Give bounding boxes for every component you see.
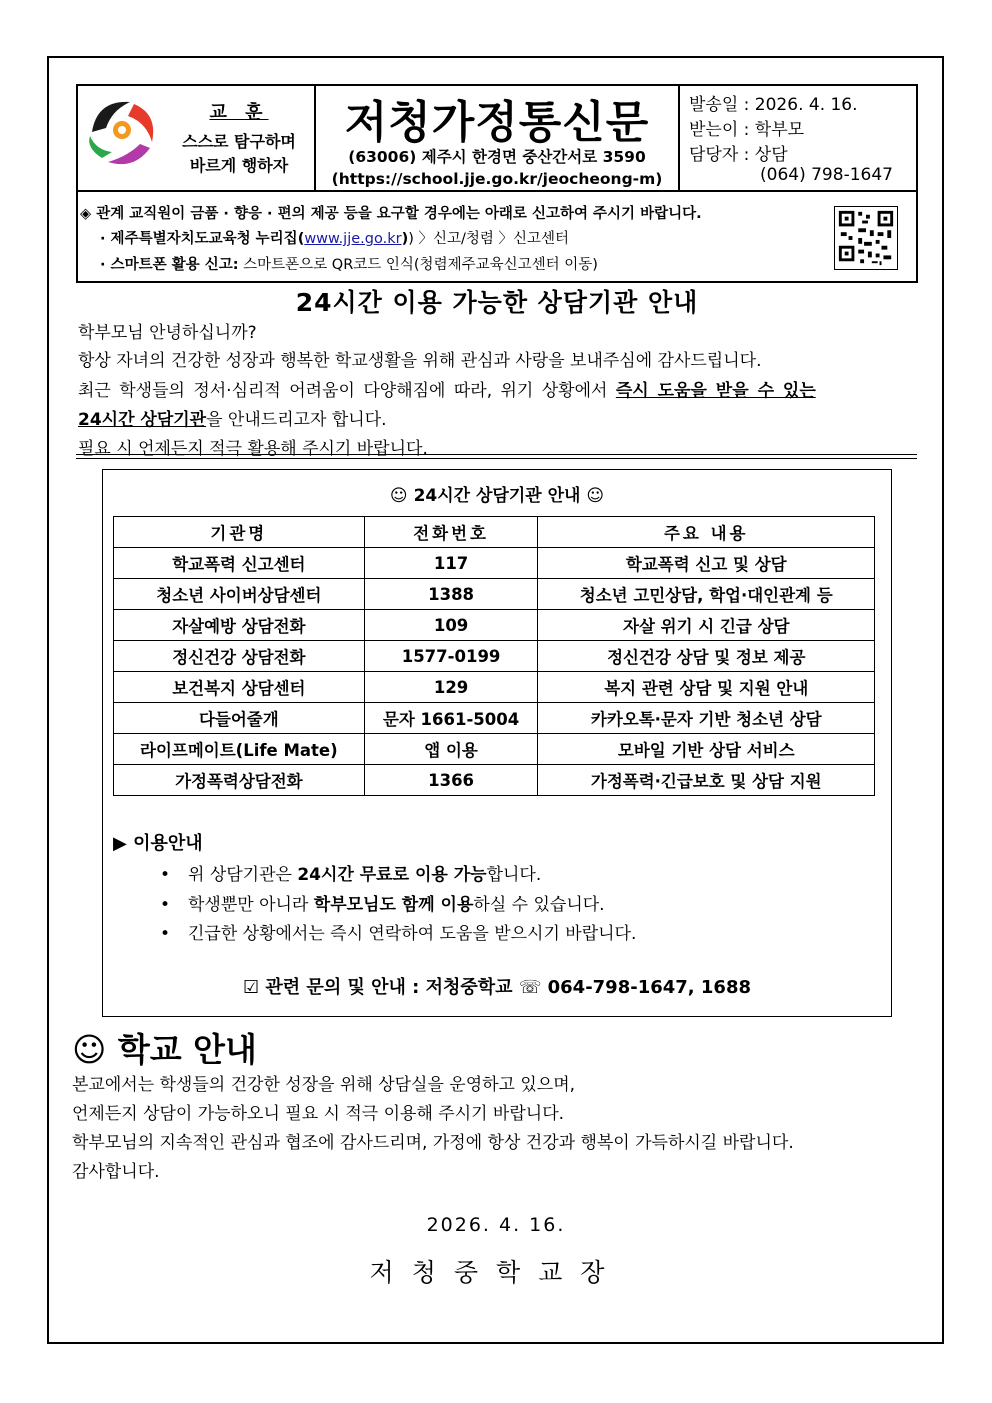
section-divider xyxy=(76,454,917,459)
intro-paragraph: 필요 시 언제든지 적극 활용해 주시기 바랍니다. xyxy=(78,439,428,459)
box-title: ☺ 24시간 상담기관 안내 ☺ xyxy=(389,486,605,506)
center-service: 자살 위기 시 긴급 상담 xyxy=(538,610,875,641)
center-name: 자살예방 상담전화 xyxy=(114,610,365,641)
qr-code-icon[interactable] xyxy=(834,206,898,270)
person-in-charge: 담당자 : 상담 xyxy=(689,145,788,165)
principal-signature: 저청중학교장 xyxy=(369,1258,623,1287)
school-url[interactable]: (https://school.jje.go.kr/jeocheong-m) xyxy=(331,170,663,188)
center-name: 학교폭력 신고센터 xyxy=(114,548,365,579)
emphasis-text: 즉시 도움을 받을 수 있는 xyxy=(615,381,816,401)
motto-title: 교 훈 xyxy=(209,102,269,123)
report-label-close: ) xyxy=(401,231,409,247)
column-header: 주요 내용 xyxy=(538,517,875,548)
report-label: · 스마트폰 활용 신고: xyxy=(100,257,239,273)
send-date: 발송일 : 2026. 4. 16. xyxy=(689,95,858,115)
center-phone: 1366 xyxy=(364,765,538,796)
center-name: 다들어줄개 xyxy=(114,703,365,734)
usage-item xyxy=(160,890,605,915)
table-row xyxy=(114,703,875,734)
emphasis-text: 24시간 상담기관 xyxy=(78,410,207,430)
table-row xyxy=(114,641,875,672)
center-name: 가정폭력상담전화 xyxy=(114,765,365,796)
column-header: 기관명 xyxy=(114,517,365,548)
center-service: 복지 관련 상담 및 지원 안내 xyxy=(538,672,875,703)
header-divider xyxy=(678,84,680,191)
motto-line: 바르게 행하자 xyxy=(189,156,289,175)
table-row xyxy=(114,579,875,610)
center-name: 정신건강 상담전화 xyxy=(114,641,365,672)
center-phone: 117 xyxy=(364,548,538,579)
center-service: 정신건강 상담 및 정보 제공 xyxy=(538,641,875,672)
center-service: 모바일 기반 상담 서비스 xyxy=(538,734,875,765)
center-service: 가정폭력·긴급보호 및 상담 지원 xyxy=(538,765,875,796)
document-title: 24시간 이용 가능한 상담기관 안내 xyxy=(295,288,699,317)
bullet: • xyxy=(160,895,171,915)
center-phone: 1577-0199 xyxy=(364,641,538,672)
usage-text: 학생뿐만 아니라 xyxy=(188,895,314,915)
school-paragraph: 학부모님의 지속적인 관심과 협조에 감사드리며, 가정에 항상 건강과 행복이 가득하시길 바랍니다. xyxy=(72,1133,794,1153)
greeting: 학부모님 안녕하십니까? xyxy=(78,323,257,343)
school-address xyxy=(316,146,678,190)
center-phone: 109 xyxy=(364,610,538,641)
table-row xyxy=(114,734,875,765)
center-name: 청소년 사이버상담센터 xyxy=(114,579,365,610)
counseling-centers-table xyxy=(113,516,875,796)
center-name: 라이프메이트(Life Mate) xyxy=(114,734,365,765)
contact-phone: (064) 798-1647 xyxy=(760,165,893,185)
table-row xyxy=(114,610,875,641)
report-description: 스마트폰으로 QR코드 인식(청렴제주교육신고센터 이동) xyxy=(238,257,598,273)
motto-text xyxy=(172,130,306,178)
bullet: • xyxy=(160,924,171,944)
column-header: 전화번호 xyxy=(364,517,538,548)
issue-date: 2026. 4. 16. xyxy=(426,1214,566,1236)
table-header-row xyxy=(114,517,875,548)
usage-text: 긴급한 상황에서는 즉시 연락하여 도움을 받으시기 바랍니다. xyxy=(188,924,637,944)
table-row xyxy=(114,548,875,579)
report-label: · 제주특별자치도교육청 누리집( xyxy=(100,231,305,247)
school-section-heading: ☺ 학교 안내 xyxy=(72,1030,257,1069)
school-paragraph: 감사합니다. xyxy=(72,1162,160,1182)
recipient: 받는이 : 학부모 xyxy=(689,120,805,140)
school-logo-icon xyxy=(82,92,162,172)
usage-text: 위 상담기관은 xyxy=(188,865,298,885)
table-row xyxy=(114,765,875,796)
usage-item xyxy=(160,860,541,885)
report-path: ) 〉신고/청렴 〉신고센터 xyxy=(408,231,570,247)
usage-emphasis: 학부모님도 함께 이용 xyxy=(313,895,474,915)
usage-item xyxy=(160,919,636,944)
report-line-web xyxy=(100,227,569,248)
usage-text: 하실 수 있습니다. xyxy=(473,895,605,915)
center-service: 청소년 고민상담, 학업·대인관계 등 xyxy=(538,579,875,610)
usage-text: 합니다. xyxy=(486,865,542,885)
center-phone: 129 xyxy=(364,672,538,703)
usage-heading: ▶ 이용안내 xyxy=(113,833,203,854)
school-paragraph: 본교에서는 학생들의 건강한 성장을 위해 상담실을 운영하고 있으며, xyxy=(72,1075,576,1095)
inquiry-contact: ☑ 관련 문의 및 안내 : 저청중학교 ☏ 064-798-1647, 1688 xyxy=(242,977,752,998)
usage-emphasis: 24시간 무료로 이용 가능 xyxy=(297,865,487,885)
center-phone: 앱 이용 xyxy=(364,734,538,765)
intro-paragraph: 항상 자녀의 건강한 성장과 행복한 학교생활을 위해 관심과 사랑을 보내주심에 감사드립니다. xyxy=(78,351,762,371)
intro-text: 을 안내드리고자 합니다. xyxy=(206,410,387,430)
header-divider xyxy=(76,190,918,192)
center-name: 보건복지 상담센터 xyxy=(114,672,365,703)
address-line: (63006) 제주시 한경면 중산간서로 3590 xyxy=(348,148,646,166)
bullet: • xyxy=(160,865,171,885)
intro-paragraph xyxy=(78,405,387,430)
motto-line: 스스로 탐구하며 xyxy=(182,132,296,151)
center-service: 카카오톡·문자 기반 청소년 상담 xyxy=(538,703,875,734)
report-line-smartphone xyxy=(100,253,598,274)
center-phone: 문자 1661-5004 xyxy=(364,703,538,734)
integrity-notice: ◈ 관계 교직원이 금품 · 향응 · 편의 제공 등을 요구할 경우에는 아래로 신고하여 주시기 바랍니다. xyxy=(80,206,702,222)
education-office-link[interactable]: www.jje.go.kr xyxy=(304,231,402,247)
newsletter-title: 저청가정통신문 xyxy=(344,97,650,148)
school-paragraph: 언제든지 상담이 가능하오니 필요 시 적극 이용해 주시기 바랍니다. xyxy=(72,1104,565,1124)
center-service: 학교폭력 신고 및 상담 xyxy=(538,548,875,579)
intro-text: 최근 학생들의 정서·심리적 어려움이 다양해짐에 따라, 위기 상황에서 xyxy=(78,381,616,401)
intro-paragraph xyxy=(78,376,816,401)
center-phone: 1388 xyxy=(364,579,538,610)
table-row xyxy=(114,672,875,703)
